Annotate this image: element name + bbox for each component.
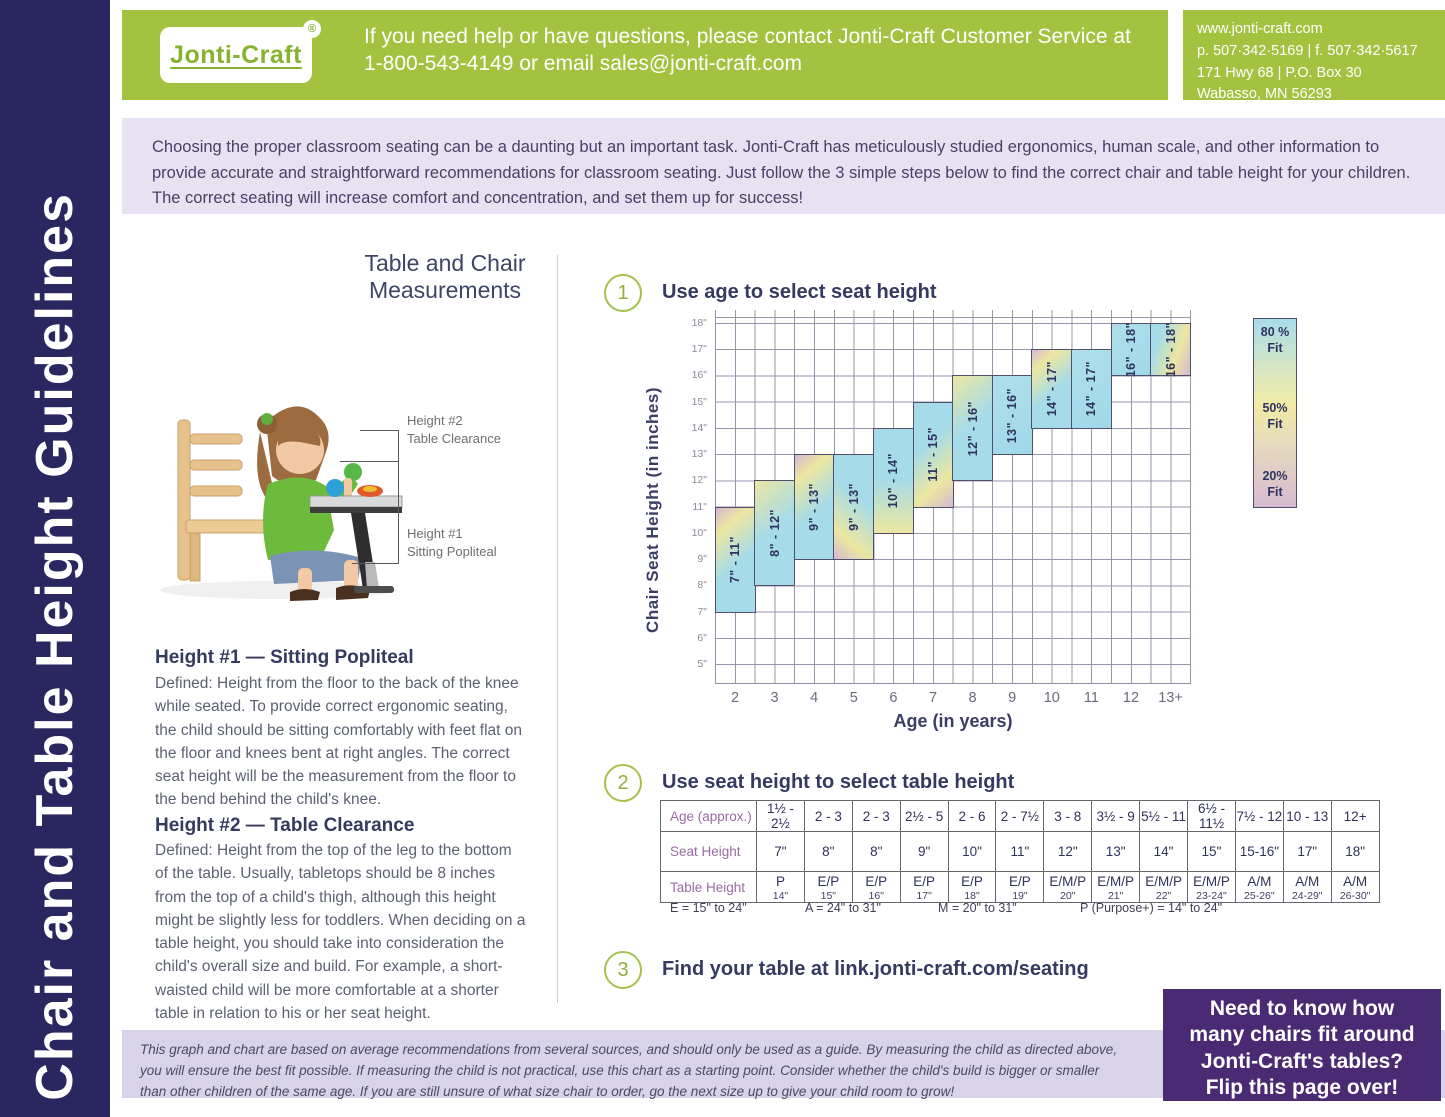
row-header: Age (approx.) <box>661 801 757 832</box>
chart-bar-age-6 <box>873 428 914 534</box>
legend-50-fit: 50% Fit <box>1262 401 1288 431</box>
seat-height-cell: 10" <box>948 832 996 872</box>
chart-y-tick: 8" <box>697 579 707 592</box>
age-cell: 2 - 3 <box>852 801 900 832</box>
callout-line-floor <box>352 563 399 564</box>
age-cell: 2 - 3 <box>804 801 852 832</box>
chart-y-tick: 9" <box>697 553 707 566</box>
table-height-inches: 17" <box>916 889 932 902</box>
sidebar-title-band <box>0 0 110 1117</box>
chart-bar-age-12 <box>1111 323 1152 376</box>
chart-x-axis-label: Age (in years) <box>893 711 1013 731</box>
table-height-inches: 18" <box>964 889 980 902</box>
registered-mark-icon: ® <box>303 20 321 38</box>
chart-bar-age-5 <box>833 454 874 560</box>
contact-info-band <box>1183 10 1445 103</box>
page-title-vertical: Chair and Table Height Guidelines <box>26 192 84 1101</box>
header-band <box>122 10 1168 100</box>
chart-bar-age-13+ <box>1150 323 1191 376</box>
chart-y-tick: 18" <box>691 317 707 329</box>
callout-bracket-vertical-line <box>398 430 399 564</box>
table-height-code: E/P <box>1009 874 1031 889</box>
table-height-row <box>661 872 1380 903</box>
age-cell: 2 - 7½ <box>996 801 1044 832</box>
chart-y-axis-label: Chair Seat Height (in inches) <box>643 387 662 633</box>
table-height-cell <box>1140 872 1188 903</box>
age-cell: 7½ - 12 <box>1235 801 1283 832</box>
step3-heading: Find your table at link.jonti-craft.com/seating <box>662 958 1089 980</box>
customer-service-line2: 1-800-543-4149 or email sales@jonti-craft.com <box>364 51 803 75</box>
chart-bar-label: 12" - 16" <box>965 400 980 457</box>
seat-height-row <box>661 832 1380 872</box>
chart-bar-age-4 <box>794 454 835 560</box>
age-cell: 5½ - 11 <box>1140 801 1188 832</box>
measurements-heading-line2: Measurements <box>368 277 522 304</box>
seat-height-cell: 12" <box>1044 832 1092 872</box>
disclaimer-text: This graph and chart are based on average recommendations from several sources, and should only be used as a guide. By measuring the child as directed above, you will ensure the best fit possible. If measuring the child is not practical, use this chart as a starting point. Consider whether the child's build is bigger or smaller than other children of the same age. If you are still unsure of what size chair to order, go the next size up to give your child room to grow! <box>122 1030 1445 1098</box>
age-cell: 1½ - 2½ <box>757 801 805 832</box>
table-height-code: A/M <box>1295 874 1320 889</box>
table-height-inches: 21" <box>1107 889 1124 902</box>
chart-bar-label: 7" - 11" <box>728 535 743 584</box>
chart-y-tick: 7" <box>697 605 707 618</box>
chart-bar-age-2 <box>715 507 756 613</box>
table-height-inches: 14" <box>772 889 789 902</box>
table-height-inches: 24-29" <box>1291 889 1323 902</box>
chart-bar-label: 16" - 18" <box>1163 322 1178 378</box>
seat-height-cell: 14" <box>1140 832 1188 872</box>
seat-to-table-height-table <box>660 800 1380 903</box>
table-height-code: E/M/P <box>1049 874 1087 889</box>
table-height-inches: 20" <box>1060 889 1076 902</box>
legend-20-fit: 20% Fit <box>1262 469 1288 499</box>
website-link[interactable]: www.jonti-craft.com <box>1197 21 1323 37</box>
definition1-title: Height #1 — Sitting Popliteal <box>155 647 414 668</box>
step3-number-badge: 3 <box>604 951 642 989</box>
table-height-cell <box>1235 872 1283 903</box>
chart-x-tick: 6 <box>889 690 898 706</box>
seat-height-cell: 15" <box>1188 832 1236 872</box>
table-height-cell <box>1188 872 1236 903</box>
table-height-code: E/P <box>865 874 888 889</box>
table-height-inches: 19" <box>1012 889 1028 902</box>
table-height-cell <box>948 872 996 903</box>
chart-x-tick: 11 <box>1083 690 1099 706</box>
address-line2: Wabasso, MN 56293 <box>1197 86 1332 103</box>
chart-x-tick: 9 <box>1008 690 1017 706</box>
table-footnote: P (Purpose+) = 14" to 24" <box>1080 901 1223 915</box>
table-height-code: P <box>775 874 785 889</box>
chart-x-tick: 3 <box>770 690 779 706</box>
chart-bar-label: 9" - 13" <box>846 483 861 531</box>
chart-bar-label: 11" - 15" <box>926 427 941 482</box>
age-cell: 2½ - 5 <box>900 801 948 832</box>
seat-height-cell: 9" <box>900 832 948 872</box>
chart-bar-label: 13" - 16" <box>1005 387 1020 443</box>
seat-height-chart-plot <box>715 310 1191 684</box>
phone-fax: p. 507·342·5169 | f. 507·342·5617 <box>1197 42 1418 59</box>
chart-bar-age-9 <box>992 375 1033 455</box>
table-height-code: A/M <box>1343 874 1368 889</box>
table-height-code: E/M/P <box>1193 874 1230 889</box>
step1-heading: Use age to select seat height <box>662 281 937 303</box>
seat-height-cell: 7" <box>757 832 805 872</box>
callout-line-leg-top <box>340 461 399 462</box>
chart-bar-age-10 <box>1031 349 1072 429</box>
flip-page-note: Need to know how many chairs fit around Jonti-Craft's tables? Flip this page over! <box>1163 989 1441 1101</box>
chart-x-tick: 7 <box>928 690 938 706</box>
age-cell: 6½ - 11½ <box>1188 801 1236 832</box>
table-height-cell <box>1331 872 1379 903</box>
table-height-cell <box>900 872 948 903</box>
age-row <box>661 801 1380 832</box>
chart-bar-label: 14" - 17" <box>1084 361 1099 417</box>
table-height-code: E/M/P <box>1145 874 1182 889</box>
section-divider <box>557 255 558 1003</box>
table-height-code: E/P <box>913 874 935 889</box>
chart-x-tick: 4 <box>810 690 819 706</box>
chart-bar-label: 10" - 14" <box>886 453 901 509</box>
age-cell: 3 - 8 <box>1044 801 1092 832</box>
seat-height-cell: 8" <box>804 832 852 872</box>
measurements-heading-line1: Table and Chair <box>364 250 526 276</box>
age-cell: 3½ - 9 <box>1092 801 1140 832</box>
chart-x-tick: 13+ <box>1158 690 1183 706</box>
age-cell: 2 - 6 <box>948 801 996 832</box>
chart-y-tick: 16" <box>691 369 707 382</box>
chart-y-tick: 10" <box>691 526 707 539</box>
definition1-body: Defined: Height from the floor to the back of the knee while seated. To provide correct ergonomic seating, the child should be sitting comfortably with feet flat on the floor and knees bent at right angles. The correct seat height will be the measurement from the floor to the bend behind the child's knee. <box>155 675 523 809</box>
definition2-body: Defined: Height from the top of the leg to the bottom of the table. Usually, tabletops should be 8 inches from the top of a child's thigh, although this height might be slightly less for toddlers. When deciding on a table height, you should take into consideration the child's overall size and build. For example, a short-waisted child will be more comfortable at a shorter table in relation to his or her seat height. <box>155 842 526 1022</box>
customer-service-line1: If you need help or have questions, please contact Jonti-Craft Customer Service at <box>364 25 1131 48</box>
chart-bar-age-8 <box>952 375 993 481</box>
seat-height-cell: 8" <box>852 832 900 872</box>
chart-bar-age-7 <box>913 402 954 508</box>
table-height-cell <box>1283 872 1331 903</box>
callout-height1-line1: Height #1 <box>407 526 463 541</box>
intro-paragraph: Choosing the proper classroom seating can be a daunting but an important task. Jonti-Craft has meticulously studied ergonomics, human scale, and other information to provide accurate and straightforward recommendations for classroom seating. Just follow the 3 simple steps below to find the correct chair and table height for your children. The correct seating will increase comfort and concentration, and set them up for success! <box>122 118 1445 214</box>
callout-line-table-top <box>360 430 399 431</box>
callout-height2-line2: Table Clearance <box>407 430 501 446</box>
chart-y-tick: 12" <box>691 474 707 487</box>
age-cell: 12+ <box>1331 801 1379 832</box>
legend-80-fit: 80 % Fit <box>1260 325 1290 355</box>
table-height-code: A/M <box>1247 874 1272 889</box>
table-height-code: E/P <box>961 874 983 889</box>
age-cell: 10 - 13 <box>1283 801 1331 832</box>
chart-bar-age-3 <box>754 480 795 586</box>
seat-height-cell: 15-16" <box>1235 832 1283 872</box>
chart-bar-label: 9" - 13" <box>807 483 822 531</box>
table-footnote: M = 20" to 31" <box>938 901 1017 915</box>
chart-x-tick: 2 <box>730 690 740 706</box>
table-height-cell <box>1044 872 1092 903</box>
step2-heading: Use seat height to select table height <box>662 771 1015 793</box>
chart-bar-age-11 <box>1071 349 1112 429</box>
table-height-inches: 26-30" <box>1339 889 1371 902</box>
table-height-inches: 25-26" <box>1244 889 1275 902</box>
table-height-code: E/M/P <box>1097 874 1135 889</box>
seat-height-cell: 17" <box>1283 832 1331 872</box>
table-height-inches: 22" <box>1155 889 1172 902</box>
step2-number-badge: 2 <box>604 764 642 802</box>
callout-height1-line2: Sitting Popliteal <box>407 543 497 559</box>
step1-number-badge: 1 <box>604 274 642 312</box>
row-header: Seat Height <box>661 832 757 872</box>
seat-height-cell: 18" <box>1331 832 1379 872</box>
address-line1: 171 Hwy 68 | P.O. Box 30 <box>1197 64 1362 81</box>
chart-x-tick: 8 <box>968 690 977 706</box>
chart-y-tick: 15" <box>691 395 707 408</box>
table-height-cell <box>1092 872 1140 903</box>
row-header: Table Height <box>661 872 757 903</box>
seat-height-cell: 11" <box>996 832 1044 872</box>
callout-height2-line1: Height #2 <box>407 413 463 428</box>
chart-y-tick: 11" <box>692 500 707 513</box>
table-footnote: A = 24" to 31" <box>805 901 881 915</box>
table-height-code: E/P <box>817 874 840 889</box>
callout-height2 <box>407 412 501 447</box>
chart-y-tick: 17" <box>691 343 707 356</box>
table-height-inches: 16" <box>868 889 884 902</box>
fit-legend-gradient <box>1253 318 1297 508</box>
chart-x-tick: 12 <box>1122 690 1140 706</box>
logo-text: Jonti-Craft <box>170 40 302 69</box>
chart-y-tick: 5" <box>697 657 707 670</box>
chart-x-tick: 5 <box>849 690 858 706</box>
chart-y-tick: 14" <box>691 421 707 434</box>
chart-bar-label: 14" - 17" <box>1044 361 1059 417</box>
chart-y-tick: 13" <box>691 448 707 461</box>
table-height-cell <box>852 872 900 903</box>
definition2-title: Height #2 — Table Clearance <box>155 815 415 836</box>
table-height-inches: 23-24" <box>1196 889 1227 902</box>
seat-height-cell: 13" <box>1092 832 1140 872</box>
child-at-desk-photo <box>148 272 406 604</box>
jonti-craft-logo <box>160 23 317 83</box>
chart-bar-label: 16" - 18" <box>1124 322 1139 378</box>
table-height-inches: 15" <box>820 889 837 902</box>
chart-y-tick: 6" <box>697 631 707 644</box>
callout-height1 <box>407 525 497 560</box>
customer-service-text <box>364 24 1131 78</box>
table-height-cell <box>996 872 1044 903</box>
table-footnote: E = 15" to 24" <box>670 901 747 915</box>
table-height-cell <box>804 872 852 903</box>
table-height-cell <box>757 872 805 903</box>
chart-x-tick: 10 <box>1043 690 1060 706</box>
chart-bar-label: 8" - 12" <box>767 509 782 558</box>
